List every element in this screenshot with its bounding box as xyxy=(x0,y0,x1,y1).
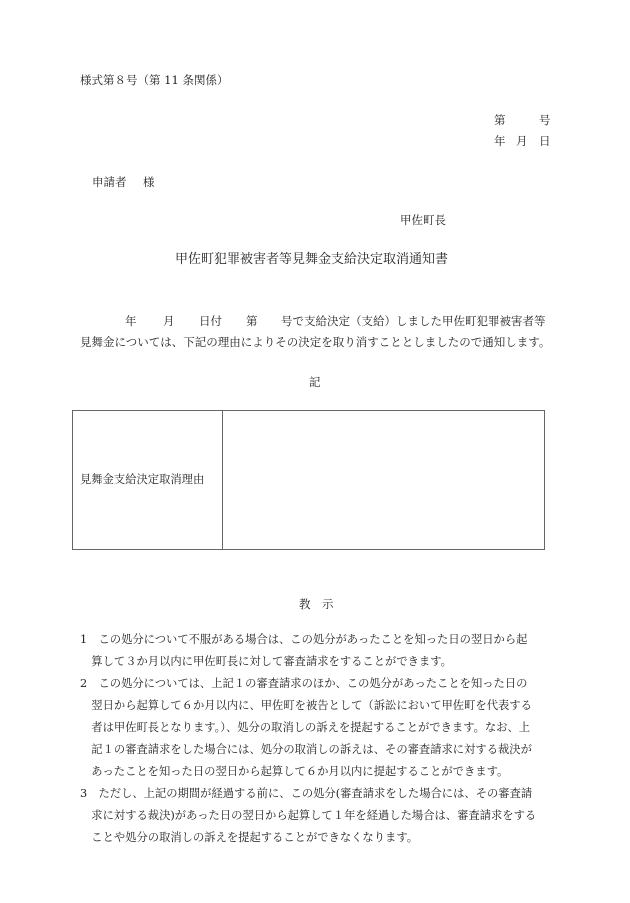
body-line2: 見舞金については、下記の理由によりその決定を取り消すこととしましたので通知します。 xyxy=(80,335,551,349)
table-divider xyxy=(222,411,223,549)
notice-heading-char1: 教 xyxy=(299,597,311,611)
form-number: 様式第８号（第 11 条関係） xyxy=(80,73,229,87)
notice-line: 者は甲佐町長となります。）、処分の取消しの訴えを提起することができます。なお、上 xyxy=(80,721,531,734)
document-title: 甲佐町犯罪被害者等見舞金支給決定取消通知書 xyxy=(175,252,449,267)
body-day: 日付 xyxy=(199,314,222,328)
body-line1-rest: 号で支給決定（支給）しました甲佐町犯罪被害者等 xyxy=(281,314,546,328)
body-number-prefix: 第 xyxy=(246,314,258,328)
notice-line: 翌日から起算して６か月以内に、甲佐町を被告として（訴訟において甲佐町を代表する xyxy=(80,699,532,712)
reason-table xyxy=(72,410,545,550)
ki-heading: 記 xyxy=(309,375,321,389)
notice-line: あったことを知った日の翌日から起算して６か月以内に提起することができます。 xyxy=(80,765,509,778)
notice-heading-char2: 示 xyxy=(322,597,334,611)
reason-label: 見舞金支給決定取消理由 xyxy=(80,473,205,486)
doc-number-prefix: 第 xyxy=(494,113,506,127)
date-year: 年 xyxy=(494,134,506,148)
notice-line: 算して３か月以内に甲佐町長に対して審査請求をすることができます。 xyxy=(80,655,452,668)
addressee-label: 申請者 xyxy=(92,175,127,189)
doc-number-suffix: 号 xyxy=(539,113,551,127)
addressee-honorific: 様 xyxy=(143,175,155,189)
notice-line: 記１の審査請求をした場合には、処分の取消しの訴えは、その審査請求に対する裁決が xyxy=(80,743,532,756)
notice-line: 2 この処分については、上記１の審査請求のほか、この処分があったことを知った日の xyxy=(80,677,528,690)
issuer: 甲佐町長 xyxy=(400,213,446,227)
notice-line: 3 ただし、上記の期間が経過する前に、この処分(審査請求をした場合には、その審査請 xyxy=(80,787,533,800)
notice-line: 1 この処分について不服がある場合は、この処分があったことを知った日の翌日から起 xyxy=(80,633,528,646)
date-day: 日 xyxy=(539,134,551,148)
body-year: 年 xyxy=(125,314,137,328)
notice-line: 求に対する裁決)があった日の翌日から起算して１年を経過した場合は、審査請求をする xyxy=(80,809,537,822)
notice-line: ことや処分の取消しの訴えを提起することができなくなります。 xyxy=(80,831,419,844)
body-month: 月 xyxy=(163,314,175,328)
date-month: 月 xyxy=(516,134,528,148)
